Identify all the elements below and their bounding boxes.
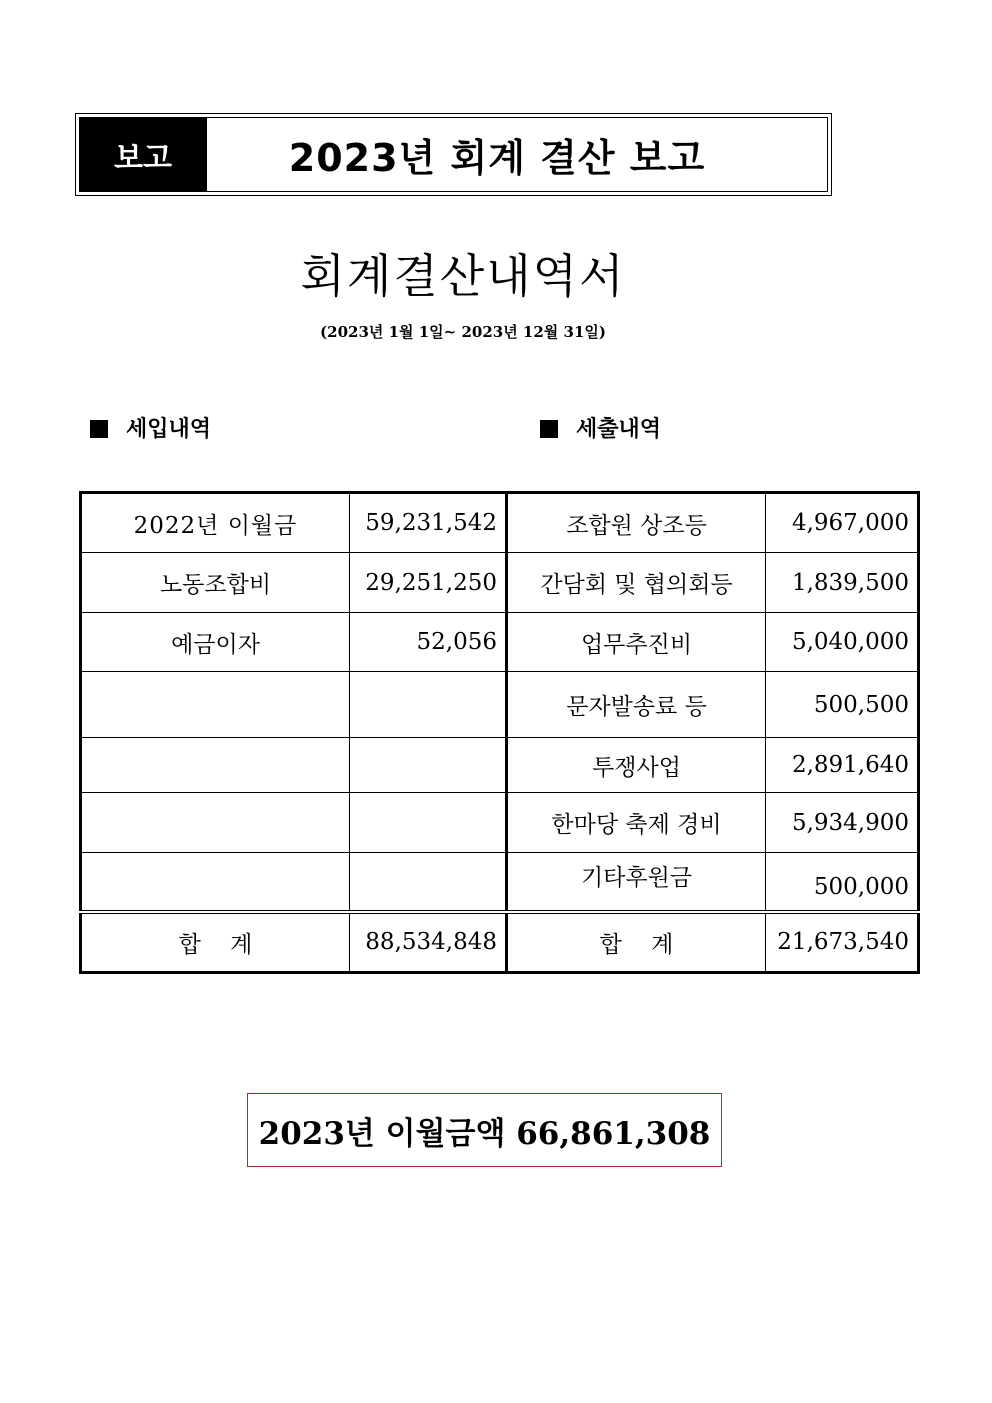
expense-label: 업무추진비 (507, 613, 766, 672)
expense-label: 문자발송료 등 (507, 672, 766, 738)
income-label: 예금이자 (81, 613, 350, 672)
table-row (81, 553, 919, 613)
report-header (75, 113, 832, 196)
table-row (81, 493, 919, 553)
expense-amount: 5,040,000 (766, 613, 919, 672)
income-total-amount: 88,534,848 (350, 912, 507, 973)
expense-label: 투쟁사업 (507, 738, 766, 793)
table-row (81, 853, 919, 912)
income-amount: 59,231,542 (350, 493, 507, 553)
ledger-table (79, 491, 920, 974)
expense-label: 기타후원금 (507, 853, 766, 912)
income-section-heading (90, 412, 211, 443)
income-total-label: 합 계 (81, 912, 350, 973)
income-label: 노동조합비 (81, 553, 350, 613)
income-amount (350, 793, 507, 853)
expense-amount: 5,934,900 (766, 793, 919, 853)
expense-label: 조합원 상조등 (507, 493, 766, 553)
income-label (81, 793, 350, 853)
table-row (81, 738, 919, 793)
square-bullet-icon (540, 420, 558, 438)
expense-amount: 500,500 (766, 672, 919, 738)
table-row (81, 793, 919, 853)
report-title: 2023년 회계 결산 보고 (206, 118, 827, 191)
expense-total-amount: 21,673,540 (766, 912, 919, 973)
carryover-summary: 2023년 이월금액 66,861,308 (247, 1093, 722, 1167)
income-section-label: 세입내역 (126, 416, 212, 442)
expense-label: 한마당 축제 경비 (507, 793, 766, 853)
expense-amount: 4,967,000 (766, 493, 919, 553)
income-label (81, 853, 350, 912)
table-row (81, 672, 919, 738)
income-amount (350, 672, 507, 738)
fiscal-period: (2023년 1월 1일~ 2023년 12월 31일) (320, 323, 606, 341)
expense-section-heading (540, 412, 661, 443)
expense-amount: 500,000 (766, 853, 919, 912)
expense-total-label: 합 계 (507, 912, 766, 973)
square-bullet-icon (90, 420, 108, 438)
expense-amount: 1,839,500 (766, 553, 919, 613)
income-label: 2022년 이월금 (81, 493, 350, 553)
income-amount (350, 853, 507, 912)
income-label (81, 738, 350, 793)
report-badge: 보고 (80, 118, 206, 191)
table-row (81, 613, 919, 672)
income-amount: 29,251,250 (350, 553, 507, 613)
document-title: 회계결산내역서 (300, 249, 626, 303)
expense-label: 간담회 및 협의회등 (507, 553, 766, 613)
totals-row (81, 912, 919, 973)
income-label (81, 672, 350, 738)
income-amount: 52,056 (350, 613, 507, 672)
expense-amount: 2,891,640 (766, 738, 919, 793)
income-amount (350, 738, 507, 793)
expense-section-label: 세출내역 (576, 416, 662, 442)
report-header-inner (79, 117, 828, 192)
